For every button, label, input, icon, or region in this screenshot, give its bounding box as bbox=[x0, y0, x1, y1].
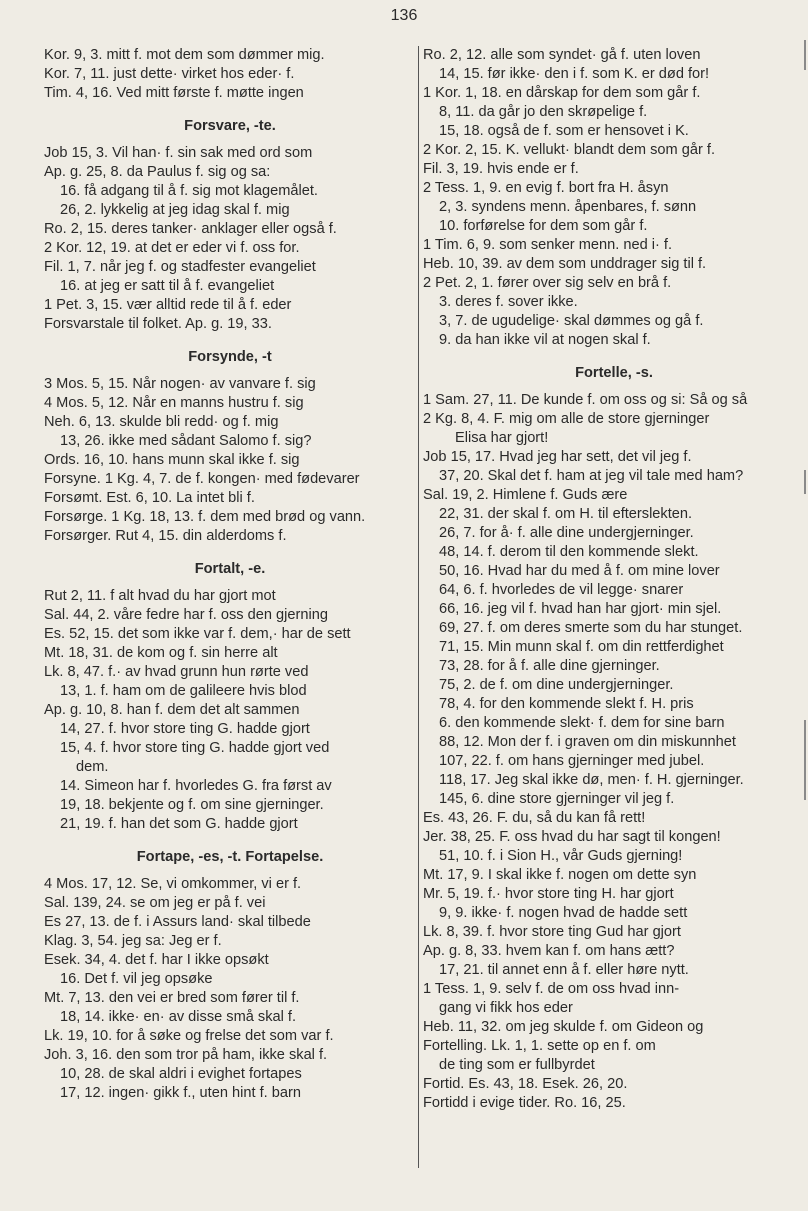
index-entry: 88, 12. Mon der f. i graven om din miskunnhet bbox=[439, 734, 736, 750]
index-entry: 78, 4. for den kommende slekt f. H. pris bbox=[439, 696, 694, 712]
index-entry: 13, 1. f. ham om de galileere hvis blod bbox=[60, 683, 307, 699]
index-entry: de ting som er fullbyrdet bbox=[439, 1057, 595, 1073]
index-entry: Lk. 8, 47. f.· av hvad grunn hun rørte ved bbox=[44, 664, 309, 680]
index-entry: Fil. 1, 7. når jeg f. og stadfester evangeliet bbox=[44, 259, 316, 275]
index-entry: Rut 2, 11. f alt hvad du har gjort mot bbox=[44, 588, 276, 604]
index-entry: Sal. 44, 2. våre fedre har f. oss den gjerning bbox=[44, 607, 328, 623]
index-entry: 73, 28. for å f. alle dine gjerninger. bbox=[439, 658, 660, 674]
index-entry: Lk. 19, 10. for å søke og frelse det som var f. bbox=[44, 1028, 334, 1044]
index-entry: 15, 4. f. hvor store ting G. hadde gjort ved bbox=[60, 740, 330, 756]
index-entry: 1 Pet. 3, 15. vær alltid rede til å f. eder bbox=[44, 297, 292, 313]
index-entry: 16. at jeg er satt til å f. evangeliet bbox=[60, 278, 275, 294]
index-entry: 145, 6. dine store gjerninger vil jeg f. bbox=[439, 791, 675, 807]
index-entry: Es. 52, 15. det som ikke var f. dem,· har de sett bbox=[44, 626, 351, 642]
column-divider bbox=[418, 46, 419, 1168]
index-entry: 17, 12. ingen· gikk f., uten hint f. barn bbox=[60, 1085, 301, 1101]
index-entry: Ap. g. 8, 33. hvem kan f. om hans ætt? bbox=[423, 943, 675, 959]
index-entry: Forsørge. 1 Kg. 18, 13. f. dem med brød og vann. bbox=[44, 509, 366, 525]
index-entry: 66, 16. jeg vil f. hvad han har gjort· min sjel. bbox=[439, 601, 722, 617]
page-edge-mark bbox=[804, 470, 806, 494]
index-entry: Fil. 3, 19. hvis ende er f. bbox=[423, 161, 579, 177]
index-entry: 22, 31. der skal f. om H. til efterslekten. bbox=[439, 506, 693, 522]
index-entry: 16. Det f. vil jeg opsøke bbox=[60, 971, 213, 987]
index-entry: 14, 27. f. hvor store ting G. hadde gjort bbox=[60, 721, 310, 737]
index-entry: 14. Simeon har f. hvorledes G. fra først av bbox=[60, 778, 332, 794]
index-entry: 2, 3. syndens menn. åpenbares, f. sønn bbox=[439, 199, 697, 215]
index-entry: 107, 22. f. om hans gjerninger med jubel. bbox=[439, 753, 705, 769]
index-entry: Heb. 11, 32. om jeg skulde f. om Gideon og bbox=[423, 1019, 704, 1035]
index-entry: 1 Tim. 6, 9. som senker menn. ned i· f. bbox=[423, 237, 673, 253]
index-entry: 37, 20. Skal det f. ham at jeg vil tale med ham? bbox=[439, 468, 744, 484]
page-edge-mark bbox=[804, 720, 806, 800]
index-entry: Ap. g. 10, 8. han f. dem det alt sammen bbox=[44, 702, 300, 718]
section-heading: Forsvare, -te. bbox=[184, 118, 276, 134]
index-entry: 13, 26. ikke med sådant Salomo f. sig? bbox=[60, 433, 312, 449]
index-entry: 75, 2. de f. om dine undergjerninger. bbox=[439, 677, 674, 693]
index-entry: 8, 11. da går jo den skrøpelige f. bbox=[439, 104, 648, 120]
index-entry: 10, 28. de skal aldri i evighet fortapes bbox=[60, 1066, 302, 1082]
index-entry: 118, 17. Jeg skal ikke dø, men· f. H. gjerninger. bbox=[439, 772, 744, 788]
index-entry: Kor. 7, 11. just dette· virket hos eder· f. bbox=[44, 66, 295, 82]
index-entry: 14, 15. før ikke· den i f. som K. er død for! bbox=[439, 66, 710, 82]
index-entry: Ro. 2, 12. alle som syndet· gå f. uten loven bbox=[423, 47, 701, 63]
index-entry: 9, 9. ikke· f. nogen hvad de hadde sett bbox=[439, 905, 688, 921]
index-entry: 48, 14. f. derom til den kommende slekt. bbox=[439, 544, 699, 560]
index-entry: 1 Tess. 1, 9. selv f. de om oss hvad inn- bbox=[423, 981, 680, 997]
section-heading: Fortape, -es, -t. Fortapelse. bbox=[136, 849, 324, 865]
index-entry: Ro. 2, 15. deres tanker· anklager eller også f. bbox=[44, 221, 337, 237]
index-entry: Mr. 5, 19. f.· hvor store ting H. har gjort bbox=[423, 886, 674, 902]
index-entry: 71, 15. Min munn skal f. om din rettferdighet bbox=[439, 639, 724, 655]
index-entry: 64, 6. f. hvorledes de vil legge· snarer bbox=[439, 582, 684, 598]
index-entry: 18, 14. ikke· en· av disse små skal f. bbox=[60, 1009, 297, 1025]
index-entry: Mt. 17, 9. I skal ikke f. nogen om dette syn bbox=[423, 867, 697, 883]
page-edge-mark bbox=[804, 40, 806, 70]
index-entry: dem. bbox=[76, 759, 109, 775]
index-entry: 4 Mos. 17, 12. Se, vi omkommer, vi er f. bbox=[44, 876, 302, 892]
index-entry: Lk. 8, 39. f. hvor store ting Gud har gjort bbox=[423, 924, 681, 940]
left-column bbox=[44, 46, 416, 1103]
index-entry: Elisa har gjort! bbox=[455, 430, 549, 446]
index-entry: 3. deres f. sover ikke. bbox=[439, 294, 578, 310]
index-entry: Ords. 16, 10. hans munn skal ikke f. sig bbox=[44, 452, 300, 468]
right-column bbox=[423, 46, 805, 1113]
index-entry: 9. da han ikke vil at nogen skal f. bbox=[439, 332, 651, 348]
index-entry: Fortelling. Lk. 1, 1. sette op en f. om bbox=[423, 1038, 656, 1054]
index-entry: 1 Sam. 27, 11. De kunde f. om oss og si: Så og så bbox=[423, 392, 748, 408]
section-heading: Fortelle, -s. bbox=[575, 365, 653, 381]
index-entry: 1 Kor. 1, 18. en dårskap for dem som går f. bbox=[423, 85, 701, 101]
index-entry: Sal. 139, 24. se om jeg er på f. vei bbox=[44, 895, 266, 911]
index-entry: 2 Tess. 1, 9. en evig f. bort fra H. åsyn bbox=[423, 180, 669, 196]
index-entry: gang vi fikk hos eder bbox=[439, 1000, 573, 1016]
index-entry: 6. den kommende slekt· f. dem for sine barn bbox=[439, 715, 725, 731]
index-entry: Fortidd i evige tider. Ro. 16, 25. bbox=[423, 1095, 626, 1111]
index-entry: 2 Kor. 12, 19. at det er eder vi f. oss for. bbox=[44, 240, 300, 256]
index-entry: 2 Kor. 2, 15. K. vellukt· blandt dem som går f. bbox=[423, 142, 716, 158]
index-entry: Neh. 6, 13. skulde bli redd· og f. mig bbox=[44, 414, 279, 430]
index-entry: Sal. 19, 2. Himlene f. Guds ære bbox=[423, 487, 628, 503]
index-entry: Esek. 34, 4. det f. har I ikke opsøkt bbox=[44, 952, 269, 968]
index-entry: Tim. 4, 16. Ved mitt første f. møtte ingen bbox=[44, 85, 304, 101]
index-entry: 50, 16. Hvad har du med å f. om mine lover bbox=[439, 563, 720, 579]
index-entry: Es. 43, 26. F. du, så du kan få rett! bbox=[423, 810, 646, 826]
index-entry: Forsømt. Est. 6, 10. La intet bli f. bbox=[44, 490, 255, 506]
index-entry: 15, 18. også de f. som er hensovet i K. bbox=[439, 123, 689, 139]
index-entry: Forsyne. 1 Kg. 4, 7. de f. kongen· med fødevarer bbox=[44, 471, 360, 487]
index-entry: Fortid. Es. 43, 18. Esek. 26, 20. bbox=[423, 1076, 628, 1092]
section-heading: Forsynde, -t bbox=[188, 349, 272, 365]
index-entry: Jer. 38, 25. F. oss hvad du har sagt til kongen! bbox=[423, 829, 721, 845]
index-entry: Mt. 7, 13. den vei er bred som fører til f. bbox=[44, 990, 300, 1006]
index-entry: 51, 10. f. i Sion H., vår Guds gjerning! bbox=[439, 848, 683, 864]
index-entry: Es 27, 13. de f. i Assurs land· skal tilbede bbox=[44, 914, 311, 930]
index-entry: Joh. 3, 16. den som tror på ham, ikke skal f. bbox=[44, 1047, 328, 1063]
index-entry: 26, 2. lykkelig at jeg idag skal f. mig bbox=[60, 202, 290, 218]
index-entry: 19, 18. bekjente og f. om sine gjerninger. bbox=[60, 797, 324, 813]
index-entry: 21, 19. f. han det som G. hadde gjort bbox=[60, 816, 298, 832]
index-entry: Job 15, 17. Hvad jeg har sett, det vil jeg f. bbox=[423, 449, 692, 465]
index-entry: Klag. 3, 54. jeg sa: Jeg er f. bbox=[44, 933, 222, 949]
index-entry: Forsørger. Rut 4, 15. din alderdoms f. bbox=[44, 528, 287, 544]
index-entry: 4 Mos. 5, 12. Når en manns hustru f. sig bbox=[44, 395, 304, 411]
index-entry: 16. få adgang til å f. sig mot klagemålet. bbox=[60, 183, 318, 199]
index-entry: 3, 7. de ugudelige· skal dømmes og gå f. bbox=[439, 313, 704, 329]
index-entry: Kor. 9, 3. mitt f. mot dem som dømmer mig. bbox=[44, 47, 325, 63]
index-entry: Job 15, 3. Vil han· f. sin sak med ord som bbox=[44, 145, 313, 161]
index-entry: 17, 21. til annet enn å f. eller høre nytt. bbox=[439, 962, 689, 978]
index-entry: 69, 27. f. om deres smerte som du har stunget. bbox=[439, 620, 743, 636]
index-entry: 2 Kg. 8, 4. F. mig om alle de store gjerninger bbox=[423, 411, 710, 427]
index-entry: 2 Pet. 2, 1. fører over sig selv en brå f. bbox=[423, 275, 672, 291]
index-entry: 26, 7. for å· f. alle dine undergjerninger. bbox=[439, 525, 694, 541]
index-entry: Mt. 18, 31. de kom og f. sin herre alt bbox=[44, 645, 278, 661]
page-number: 136 bbox=[390, 7, 418, 24]
index-entry: 10. forførelse for dem som går f. bbox=[439, 218, 648, 234]
index-entry: Heb. 10, 39. av dem som unddrager sig til f. bbox=[423, 256, 707, 272]
index-entry: 3 Mos. 5, 15. Når nogen· av vanvare f. sig bbox=[44, 376, 316, 392]
section-heading: Fortalt, -e. bbox=[194, 561, 266, 577]
index-entry: Ap. g. 25, 8. da Paulus f. sig og sa: bbox=[44, 164, 271, 180]
index-entry: Forsvarstale til folket. Ap. g. 19, 33. bbox=[44, 316, 272, 332]
